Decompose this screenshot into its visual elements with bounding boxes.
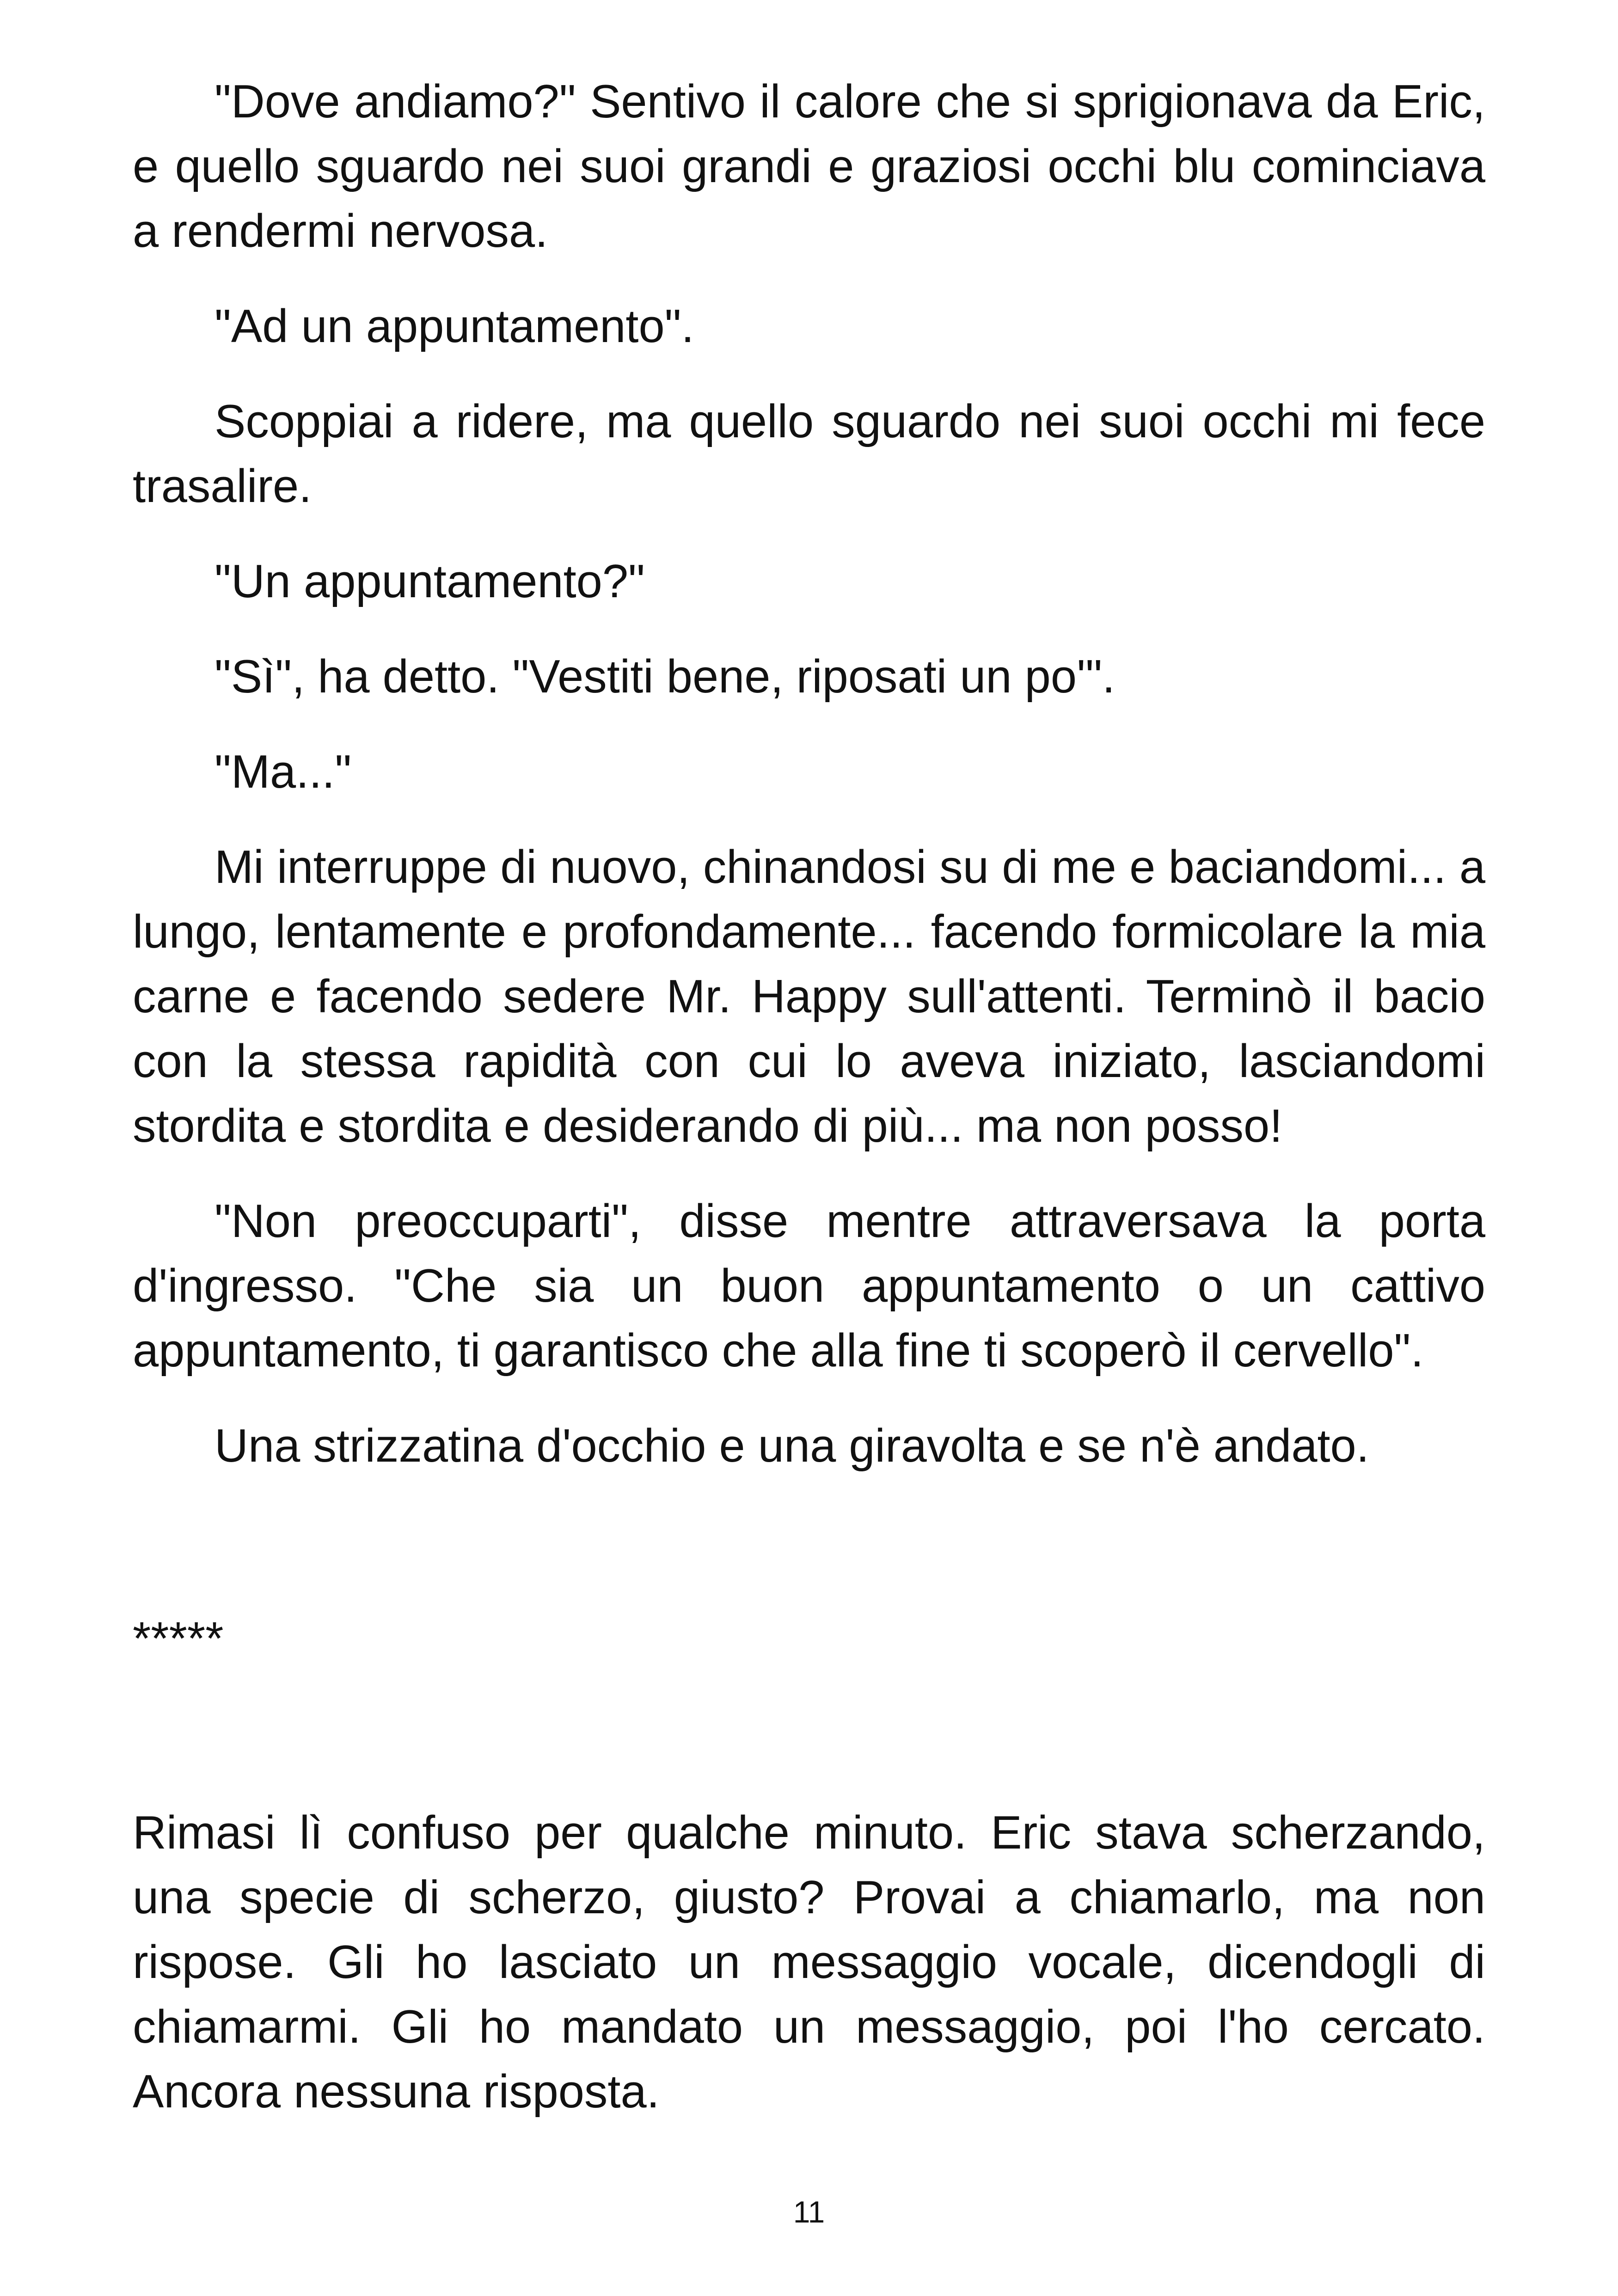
paragraph: "Ad un appuntamento". xyxy=(215,300,694,352)
paragraph: "Sì", ha detto. "Vestiti bene, riposati un po'". xyxy=(215,651,1115,703)
page-number: 11 xyxy=(793,2195,825,2229)
scene-break-separator: ***** xyxy=(133,1613,224,1665)
paragraph: Una strizzatina d'occhio e una giravolta e se n'è andato. xyxy=(215,1420,1369,1472)
main-text-block xyxy=(133,69,1485,1509)
paragraph: Scoppiai a ridere, ma quello sguardo nei suoi occhi mi fece trasalire. xyxy=(133,396,1485,512)
post-break-text-block xyxy=(133,1800,1485,2155)
paragraph: Mi interruppe di nuovo, chinandosi su di me e baciandomi... a lungo, lentamente e profondamente... facendo formicolare la mia carne e facendo sedere Mr. Happy sull'attenti. Terminò il bacio con la stessa rapidità con cui lo aveva iniziato, lasciandomi stordita e stordita e desiderando di più... ma non posso! xyxy=(133,841,1485,1152)
paragraph: "Non preoccuparti", disse mentre attraversava la porta d'ingresso. "Che sia un buon appuntamento o un cattivo appuntamento, ti garantisco che alla fine ti scoperò il cervello". xyxy=(133,1195,1485,1377)
paragraph: "Un appuntamento?" xyxy=(215,556,645,607)
paragraph: Rimasi lì confuso per qualche minuto. Eric stava scherzando, una specie di scherzo, giusto? Provai a chiamarlo, ma non rispose. Gli ho lasciato un messaggio vocale, dicendogli di chiamarmi. Gli ho mandato un messaggio, poi l'ho cercato. Ancora nessuna risposta. xyxy=(133,1807,1485,2118)
paragraph: "Dove andiamo?" Sentivo il calore che si sprigionava da Eric, e quello sguardo nei suoi grandi e graziosi occhi blu cominciava a rendermi nervosa. xyxy=(133,76,1485,257)
paragraph: "Ma..." xyxy=(215,746,352,798)
